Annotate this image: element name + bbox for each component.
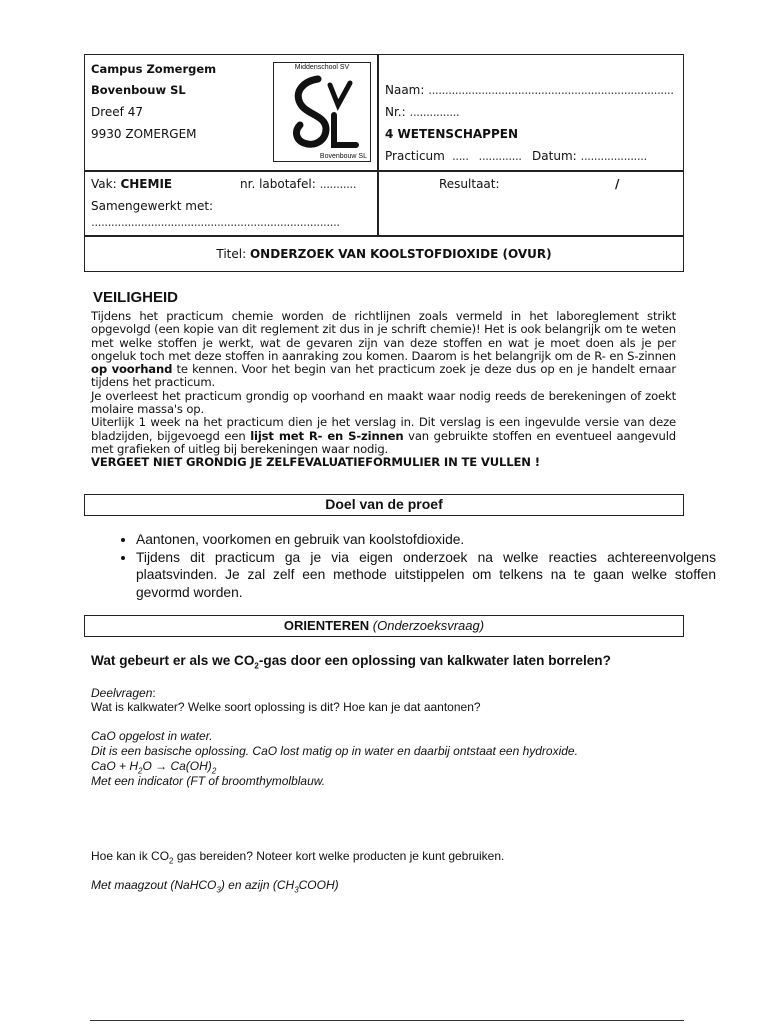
titel-value: ONDERZOEK VAN KOOLSTOFDIOXIDE (OVUR) [249, 247, 552, 261]
titel-line [85, 247, 683, 261]
text-run: gas bereiden? Noteer kort welke producten je kunt gebruiken. [173, 849, 505, 863]
text-run: : [152, 686, 156, 700]
text-run: Deelvragen [91, 686, 153, 700]
logo-top-text: Middenschool SV [294, 64, 350, 71]
datum-dots: .................... [580, 149, 647, 163]
header-table [84, 54, 684, 272]
naam-label: Naam: [385, 83, 425, 97]
reminder: VERGEET NIET GRONDIG JE ZELFEVALUATIEFORMULIER IN TE VULLEN ! [91, 455, 540, 470]
answer-line: Dit is een basische oplossing. CaO lost matig op in water en daarbij ontstaat een hydroxide. [91, 744, 578, 758]
practicum-label: Practicum [385, 149, 445, 163]
subscript: 2 [254, 661, 259, 671]
research-question [91, 653, 611, 671]
text-run: COOH) [298, 878, 339, 892]
deelvragen-label [91, 686, 156, 700]
subscript: 2 [211, 766, 217, 776]
vak-value: CHEMIE [120, 177, 173, 191]
emphasis: op voorhand [91, 362, 173, 377]
text-run: Met maagzout (NaHCO [91, 878, 217, 892]
labotafel-label: nr. labotafel: [240, 177, 316, 191]
street: Dreef 47 [91, 105, 143, 119]
nr-label: Nr.: [385, 105, 406, 119]
paragraph [91, 310, 676, 390]
datum-label: Datum: [532, 149, 577, 163]
school-name: Bovenbouw SL [91, 83, 186, 97]
vak-field [91, 177, 172, 191]
orienteren-heading [84, 615, 684, 637]
logo-bottom-text: Bovenbouw SL [319, 153, 367, 160]
subscript: 2 [138, 766, 143, 776]
emphasis: lijst met R- en S-zinnen [250, 428, 404, 443]
samengewerkt-label: Samengewerkt met: [91, 199, 214, 213]
titel-label: Titel: [216, 247, 247, 261]
text-run: Uiterlijk 1 week na het practicum dien je het verslag in. Dit verslag is een ingevulde versie van deze bladzijden, bijgevoegd een [91, 415, 676, 443]
naam-dots: .......................................................................... [428, 83, 674, 97]
paragraph: Je overleest het practicum grondig op voorhand en maakt waar nodig reeds de berekeningen of zoekt molaire massa's op. [91, 388, 676, 417]
resultaat-label: Resultaat: [439, 177, 500, 191]
answer-line: CaO opgelost in water. [91, 729, 213, 743]
resultaat-separator: / [615, 177, 620, 191]
reaction-equation [91, 759, 216, 775]
text-run: ) en azijn (CH [220, 878, 295, 892]
list-item: • Aantonen, voorkomen en gebruik van koolstofdioxide. [136, 531, 716, 549]
samengewerkt-input[interactable]: ........................................................................... [91, 215, 340, 229]
doel-heading: Doel van de proef [84, 494, 684, 516]
subscript: 3 [294, 885, 299, 895]
naam-field[interactable] [385, 83, 674, 97]
divider [85, 170, 683, 172]
subquestion-2 [91, 849, 504, 865]
labotafel-dots: ........... [319, 177, 357, 191]
class-label: 4 WETENSCHAPPEN [385, 127, 518, 141]
doel-list [110, 531, 716, 601]
campus-name: Campus Zomergem [91, 62, 217, 76]
divider [85, 235, 683, 237]
answer-line: Met een indicator (FT of broomthymolblauw. [91, 774, 326, 788]
text-run: van gebruikte stoffen en eventueel aangevuld met grafieken of uitleg bij berekeningen waar nodig. [91, 428, 676, 456]
answer-line [91, 878, 339, 894]
vak-label: Vak: [91, 177, 117, 191]
city: 9930 ZOMERGEM [91, 127, 197, 141]
text-run: Hoe kan ik CO [91, 849, 170, 863]
school-logo [273, 62, 371, 162]
veiligheid-heading: VEILIGHEID [93, 289, 179, 306]
logo-mark-icon [274, 71, 370, 157]
orienteren-title: ORIENTEREN [283, 618, 370, 633]
paragraph [91, 416, 676, 456]
nr-field[interactable] [385, 105, 459, 119]
subscript: 2 [169, 856, 174, 866]
text-run: Tijdens het practicum chemie worden de richtlijnen zoals vermeld in het laboreglement strikt opgevolgd (een kopie van dit reglement zit dus in je schrift chemie)! Het is ook belangrijk om te weten met welke stoffen je werkt, wat de gevaren zijn van deze stoffen en wat je moet doen als je per ongeluk toch met deze stoffen in aanraking zou komen. Daarom is het belangrijk om de R- en S-zinnen [91, 309, 676, 363]
text-run: te kennen. Voor het begin van het practicum zoek je deze dus op en je handelt ernaar tijdens het practicum. [91, 362, 676, 390]
nr-dots: ............... [409, 105, 460, 119]
labotafel-field[interactable] [240, 177, 356, 191]
text-run: -gas door een oplossing van kalkwater laten borrelen? [258, 653, 611, 668]
subquestion-1: Wat is kalkwater? Welke soort oplossing is dit? Hoe kan je dat aantonen? [91, 700, 481, 714]
subscript: 3 [216, 885, 221, 895]
text-run: CaO + H [91, 759, 139, 773]
text-run: O → Ca(OH) [142, 759, 212, 773]
list-item: • Tijdens dit practicum ga je via eigen onderzoek na welke reacties achtereenvolgens plaatsvinden. Je zal zelf een methode uitstippelen om telkens na te gaan welke stoffen gevormd worden. [136, 549, 716, 602]
practicum-dots: ..... ............. [448, 149, 529, 163]
orienteren-sub: (Onderzoeksvraag) [372, 618, 485, 633]
veiligheid-text [91, 310, 676, 470]
practicum-field[interactable] [385, 149, 647, 163]
text-run: Wat gebeurt er als we CO [91, 653, 255, 668]
divider [377, 55, 379, 235]
footer-rule [90, 1020, 684, 1021]
